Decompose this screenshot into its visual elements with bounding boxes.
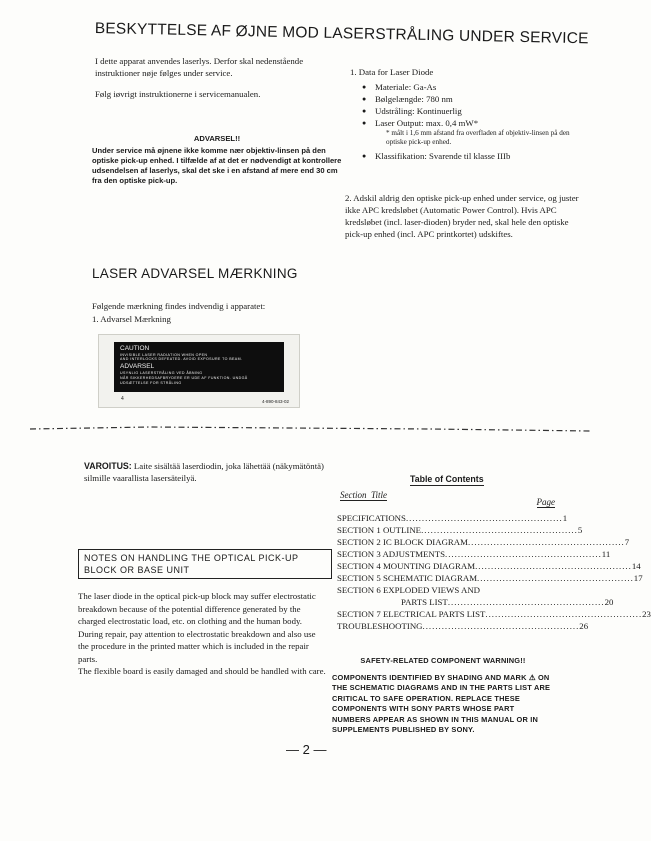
toc-entry-page: 5 bbox=[577, 525, 583, 535]
toc-entry-title: SECTION 2 IC BLOCK DIAGRAM bbox=[337, 537, 468, 547]
laser-output-note: * målt i 1,6 mm afstand fra overfladen af objektiv-linsen på den optiske pick-up enhed. bbox=[386, 129, 570, 146]
laser-data-list bbox=[362, 81, 590, 129]
advarsel-label-line: USYNLIG LASERSTRÅLING VED ÅBNING bbox=[120, 371, 203, 375]
varoitus-label: VAROITUS: bbox=[84, 461, 132, 471]
toc-row: SECTION 3 ADJUSTMENTS ................................................. 11 bbox=[337, 549, 611, 559]
toc-entry-title: SECTION 5 SCHEMATIC DIAGRAM bbox=[337, 573, 478, 583]
toc-row: SPECIFICATIONS ................................................. 1 bbox=[337, 513, 568, 523]
label-part-code: 4-890-843-02 bbox=[261, 399, 289, 404]
toc-row: SECTION 1 OUTLINE ................................................. 5 bbox=[337, 525, 583, 535]
caution-label-image bbox=[98, 334, 300, 408]
toc-entry-title: PARTS LIST bbox=[401, 597, 448, 607]
service-note: 2. Adskil aldrig den optiske pick-up enhed under service, og juster ikke APC kredsløbet (Automatic Power Control). Hvis APC kredsløbet (incl. laser-dioden) bryder ned, skal hele den optiske pick-up enhed (incl. APC printkortet) udskiftes. bbox=[345, 193, 579, 239]
intro-paragraph-1: I dette apparat anvendes laserlys. Derfor skal nedenstående instruktioner nøje følges under service. bbox=[95, 56, 304, 78]
toc-entry-page: 11 bbox=[601, 549, 611, 559]
toc-list bbox=[337, 512, 651, 632]
toc-entry-title: TROUBLESHOOTING bbox=[337, 621, 423, 631]
laser-data-item: ● Materiale: Ga-As bbox=[362, 81, 590, 93]
advarsel-label-heading: ADVARSEL bbox=[120, 363, 155, 370]
caution-text-line: AND INTERLOCKS DEFEATED. AVOID EXPOSURE TO BEAM. bbox=[120, 357, 243, 361]
toc-entry-title: SECTION 1 OUTLINE bbox=[337, 525, 422, 535]
advarsel-heading: ADVARSEL!! bbox=[193, 134, 241, 143]
advarsel-label-line: UDSÆTTELSE FOR STRÅLING bbox=[120, 381, 182, 385]
toc-entry-title: SECTION 7 ELECTRICAL PARTS LIST bbox=[337, 609, 486, 619]
toc-row: PARTS LIST ................................................. 20 bbox=[401, 597, 614, 607]
cut-line-divider bbox=[30, 420, 590, 434]
safety-heading: SAFETY-RELATED COMPONENT WARNING!! bbox=[360, 656, 526, 665]
handling-notes bbox=[78, 590, 328, 678]
laser-warning-title: LASER ADVARSEL MÆRKNING bbox=[92, 266, 298, 281]
toc-entry-title: SPECIFICATIONS bbox=[337, 513, 406, 523]
toc-section-title-header bbox=[340, 490, 387, 501]
toc-row: SECTION 5 SCHEMATIC DIAGRAM ................................................. 17 bbox=[337, 573, 643, 583]
advarsel-warning bbox=[92, 134, 342, 186]
toc-page-header: Page bbox=[536, 497, 555, 507]
toc-row: SECTION 4 MOUNTING DIAGRAM ................................................. 14 bbox=[337, 561, 641, 571]
laser-data-title: 1. Data for Laser Diode bbox=[350, 67, 434, 77]
toc-entry-page: 7 bbox=[624, 537, 630, 547]
label-marker: 4 bbox=[121, 396, 124, 402]
warning-marking-item: 1. Advarsel Mærkning bbox=[92, 314, 171, 324]
toc-title: Table of Contents bbox=[410, 474, 484, 484]
toc-section-header: Section bbox=[340, 490, 367, 500]
toc-row: TROUBLESHOOTING ................................................. 26 bbox=[337, 621, 589, 631]
laser-data-item: ● Laser Output: max. 0,4 mW* bbox=[362, 117, 590, 129]
toc-entry-page: 1 bbox=[562, 513, 568, 523]
toc-entry-title: SECTION 6 EXPLODED VIEWS AND bbox=[337, 585, 481, 595]
laser-data-item: ● Udstråling: Kontinuerlig bbox=[362, 105, 590, 117]
laser-classification: ● Klassifikation: Svarende til klasse IIIb bbox=[362, 150, 590, 162]
caution-heading: CAUTION bbox=[120, 345, 150, 352]
toc-entry-page: 20 bbox=[604, 597, 614, 607]
toc-entry-page: 23 bbox=[642, 609, 651, 619]
toc-entry-title: SECTION 3 ADJUSTMENTS bbox=[337, 549, 446, 559]
intro-text bbox=[95, 55, 340, 109]
warning-marking-text: Følgende mærkning findes indvendig i apparatet: bbox=[92, 301, 266, 311]
safety-text: COMPONENTS IDENTIFIED BY SHADING AND MARK ⚠ ON THE SCHEMATIC DIAGRAMS AND IN THE PARTS LIST ARE CRITICAL TO SAFE OPERATION. REPLACE THESE COMPONENTS WITH SONY PARTS WHOSE PART NUMBERS APPEAR AS SHOWN IN THIS MANUAL OR IN SUPPLEMENTS PUBLISHED BY SONY. bbox=[332, 672, 551, 734]
safety-warning bbox=[332, 656, 554, 736]
caution-text-line: INVISIBLE LASER RADIATION WHEN OPEN bbox=[120, 353, 208, 357]
intro-paragraph-2: Følg iøvrigt instruktionerne i servicemanualen. bbox=[95, 89, 261, 99]
laser-class-list bbox=[362, 150, 590, 162]
toc-entry-page: 26 bbox=[579, 621, 589, 631]
caution-label-plate bbox=[114, 342, 284, 392]
toc-row bbox=[337, 584, 553, 596]
laser-diode-data bbox=[350, 66, 590, 162]
handling-paragraph: The flexible board is easily damaged and should be handled with care. bbox=[78, 666, 326, 676]
page-title: BESKYTTELSE AF ØJNE MOD LASERSTRÅLING UNDER SERVICE bbox=[94, 20, 589, 48]
toc-entry-title: SECTION 4 MOUNTING DIAGRAM bbox=[337, 561, 476, 571]
toc-column-headers bbox=[340, 490, 555, 507]
handling-paragraph: During repair, pay attention to electrostatic breakdown and also use the procedure in the printed matter which is included in the repair parts. bbox=[78, 628, 316, 664]
advarsel-text: Under service må øjnene ikke komme nær objektiv-linsen på den optiske pick-up enhed. I tilfælde af at det er nødvendigt at kontrollere udsendelsen af laserlys, skal det ske i en afstand af mere end 30 cm fra den optiske pick-up. bbox=[92, 146, 342, 185]
toc-entry-page: 17 bbox=[633, 573, 643, 583]
toc-row: SECTION 7 ELECTRICAL PARTS LIST ................................................. 23 bbox=[337, 609, 651, 619]
laser-data-item: ● Bølgelængde: 780 nm bbox=[362, 93, 590, 105]
warning-marking-intro bbox=[92, 300, 265, 326]
notes-handling-title: NOTES ON HANDLING THE OPTICAL PICK-UP BLOCK OR BASE UNIT bbox=[78, 549, 332, 579]
toc-row: SECTION 2 IC BLOCK DIAGRAM ................................................. 7 bbox=[337, 537, 630, 547]
toc-title-header: Title bbox=[371, 490, 388, 500]
handling-paragraph: The laser diode in the optical pick-up block may suffer electrostatic breakdown because of the potential difference generated by the charged electrostatic load, etc. on clothing and the human body. bbox=[78, 591, 316, 626]
varoitus-warning bbox=[84, 460, 339, 484]
toc-entry-page: 14 bbox=[631, 561, 641, 571]
advarsel-label-line: NÅR SIKKERHEDSAFBRYDERE ER UDE AF FUNKTION. UNDGÅ bbox=[120, 376, 248, 380]
page-number: — 2 — bbox=[286, 742, 327, 757]
varoitus-text: Laite sisältää laserdiodin, joka lähettää (näkymätöntä) silmille vaarallista lasersäteilyä. bbox=[84, 461, 324, 483]
